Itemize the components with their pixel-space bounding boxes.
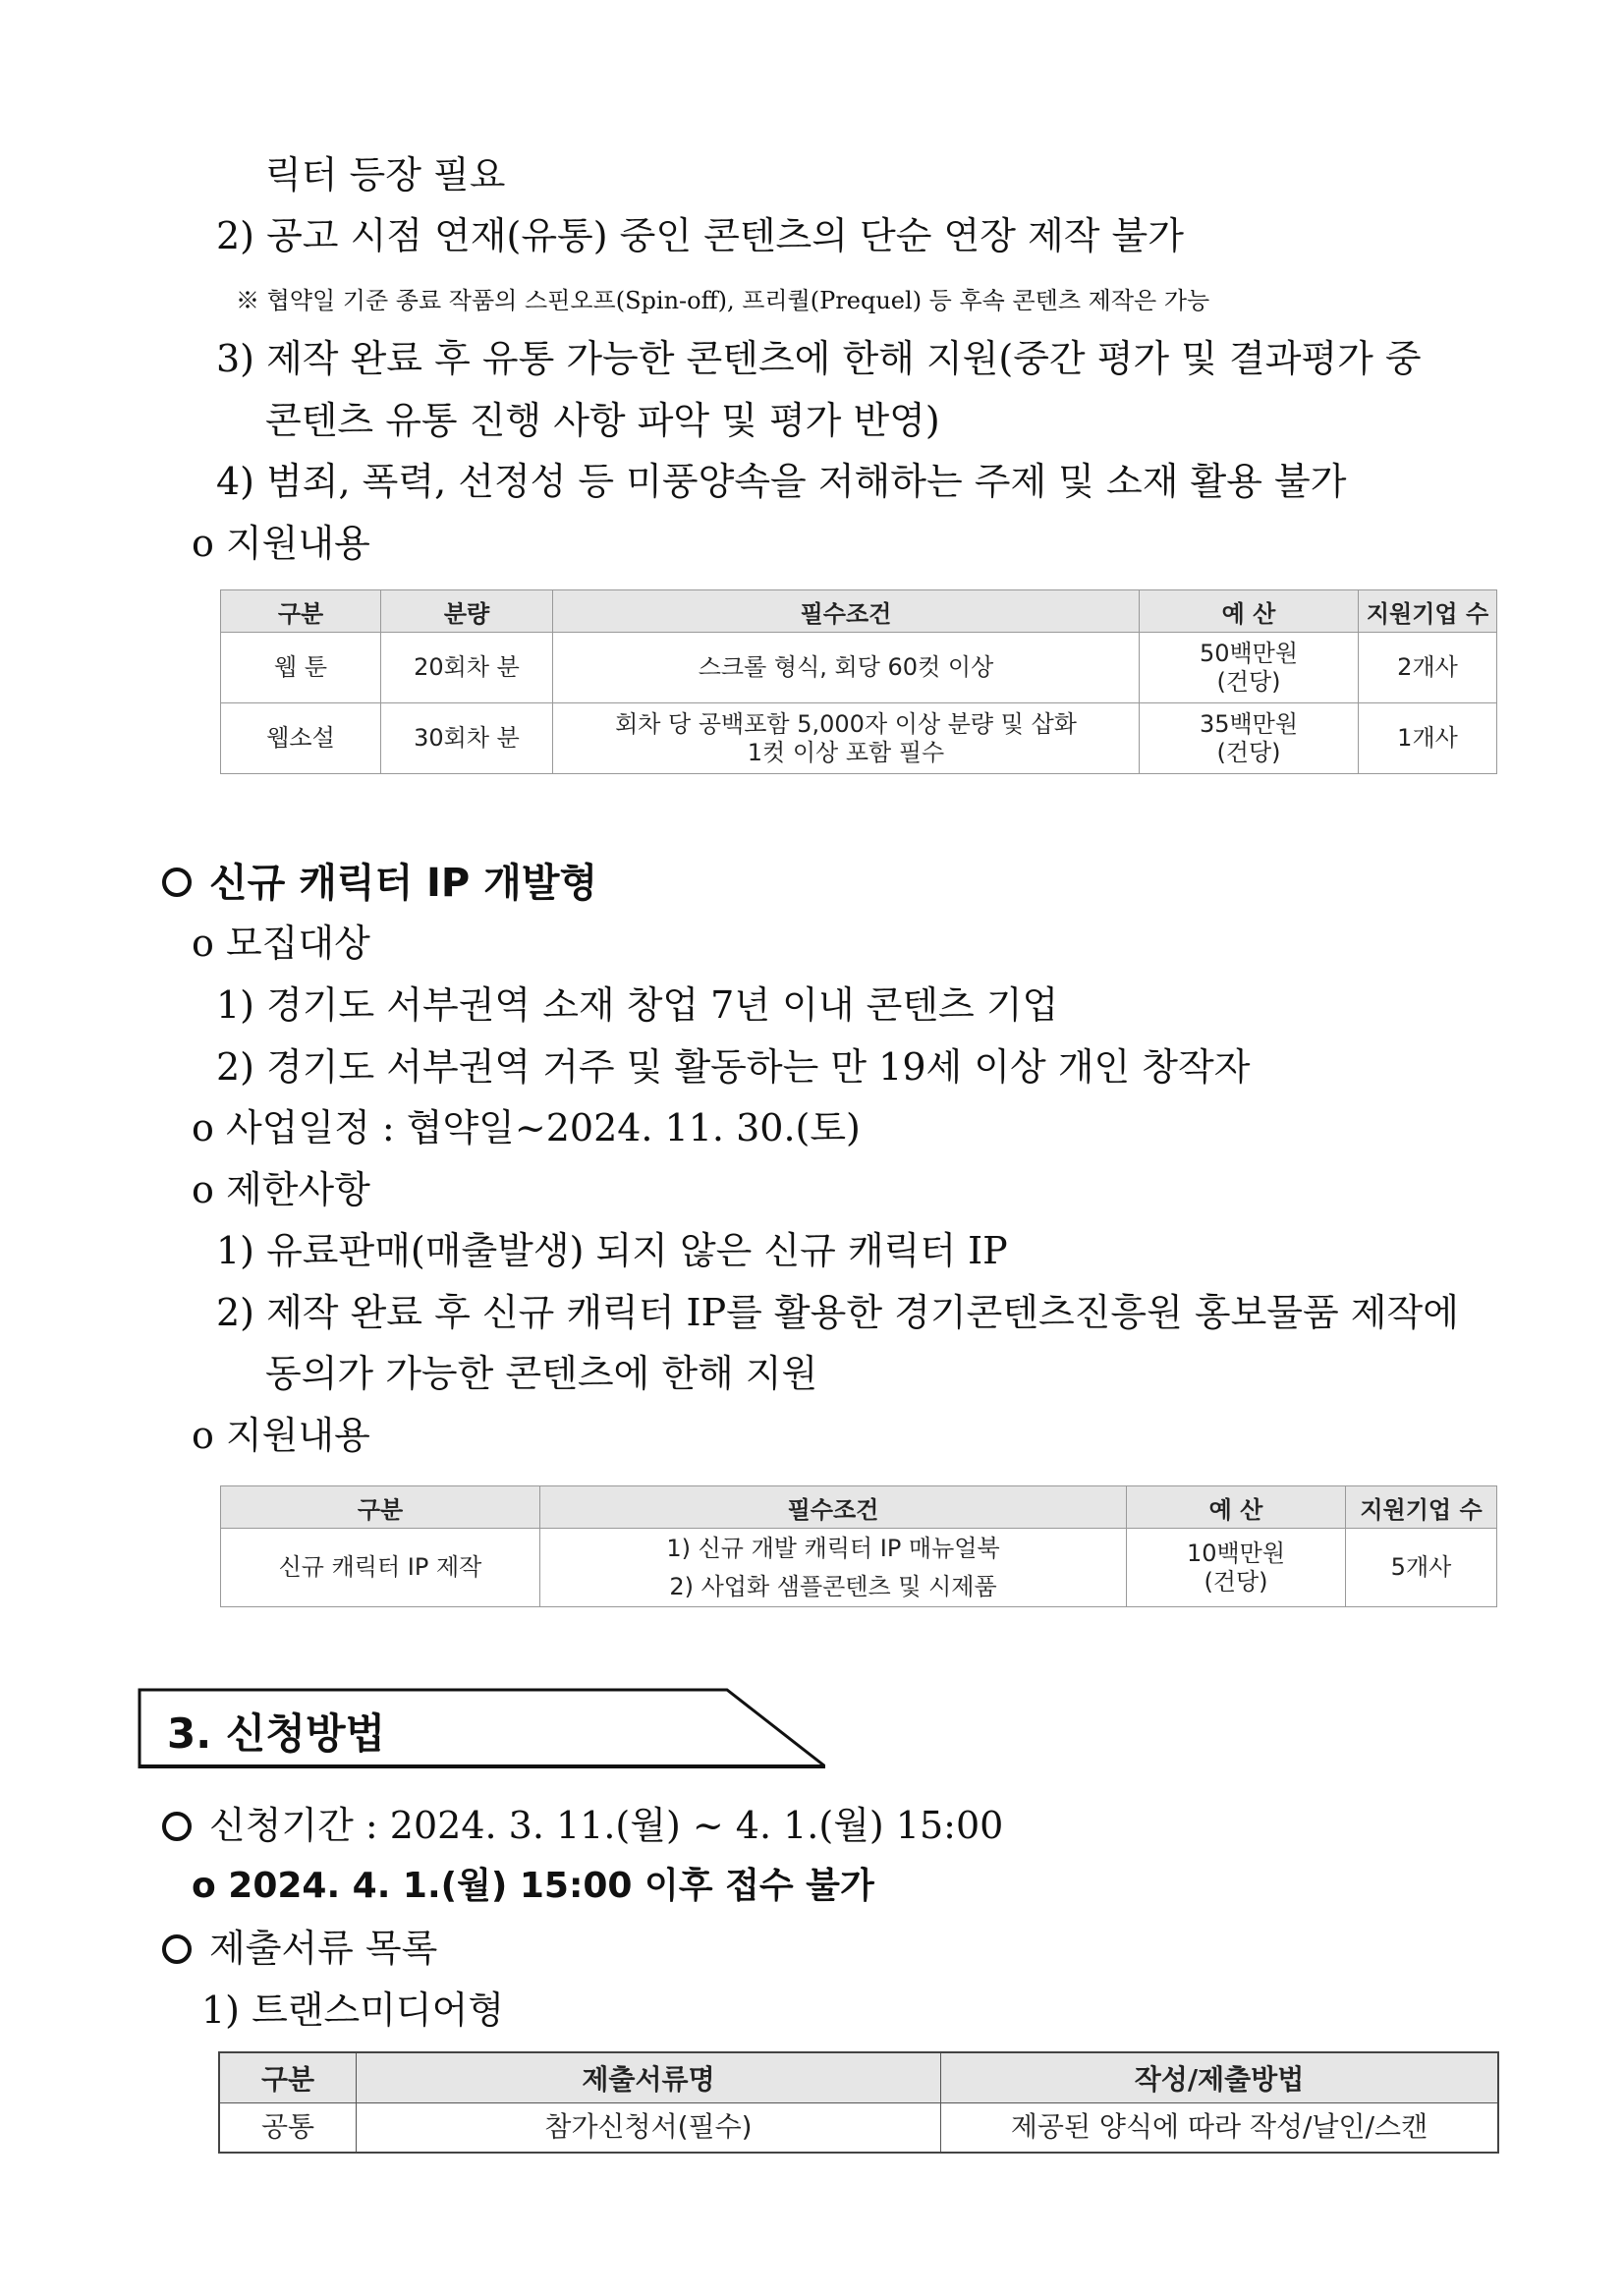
- application-period: [162, 1806, 1003, 1847]
- docs-subheading: 1) 트랜스미디어형: [201, 1988, 505, 2032]
- docs-heading-text: 제출서류 목록: [209, 1927, 438, 1970]
- condition-line: 1) 신규 개발 캐릭터 IP 매뉴얼북: [666, 1535, 1000, 1563]
- list-item-continuation: 콘텐츠 유통 진행 사항 파악 및 평가 반영): [265, 399, 940, 442]
- list-item: [216, 339, 1495, 380]
- list-item: 2) 제작 완료 후 신규 캐릭터 IP를 활용한 경기콘텐츠진흥원 홍보물품 제작에: [216, 1291, 1459, 1334]
- table-cell: 웹소설: [221, 703, 381, 774]
- table-cell: 20회차 분: [381, 633, 553, 703]
- table-row: [221, 1529, 1497, 1607]
- table-cell: 30회차 분: [381, 703, 553, 774]
- budget-amount: 10백만원: [1186, 1539, 1286, 1567]
- table-cell: 웹 툰: [221, 633, 381, 703]
- limit-label: o 제한사항: [192, 1168, 370, 1211]
- list-item-continuation: 동의가 가능한 콘텐츠에 한해 지원: [265, 1352, 818, 1395]
- circle-bullet-icon: [162, 1812, 192, 1841]
- table-cell: 5개사: [1346, 1529, 1497, 1607]
- condition-line: 회차 당 공백포함 5,000자 이상 분량 및 삽화: [615, 709, 1077, 738]
- table-cell: 1개사: [1359, 703, 1497, 774]
- budget-amount: 35백만원: [1199, 709, 1299, 738]
- table-cell: 공통: [219, 2103, 357, 2153]
- budget-unit: (건당): [1216, 667, 1281, 696]
- text-line: 릭터 등장 필요: [265, 153, 506, 196]
- circle-bullet-icon: [162, 868, 192, 897]
- table-header: 구분: [221, 1486, 540, 1529]
- table-cell: [1140, 633, 1359, 703]
- section-header-box: [138, 1688, 825, 1768]
- list-item: 1) 유료판매(매출발생) 되지 않은 신규 캐릭터 IP: [216, 1229, 1008, 1272]
- support-label: o 지원내용: [192, 1414, 370, 1457]
- table-header: 지원기업 수: [1359, 590, 1497, 633]
- budget-amount: 50백만원: [1199, 639, 1299, 667]
- condition-line: 2) 사업화 샘플콘텐츠 및 시제품: [669, 1572, 997, 1600]
- table-cell: [540, 1529, 1127, 1607]
- section-title: 3. 신청방법: [167, 1709, 386, 1758]
- section-heading: [162, 862, 597, 905]
- table-header-row: [221, 590, 1497, 633]
- table-cell: 제공된 양식에 따라 작성/날인/스캔: [941, 2103, 1499, 2153]
- schedule-text: o 사업일정 : 협약일~2024. 11. 30.(토): [192, 1106, 861, 1149]
- table-header: 작성/제출방법: [941, 2052, 1499, 2103]
- section-heading-text: 신규 캐릭터 IP 개발형: [209, 861, 598, 906]
- table-cell: [1140, 703, 1359, 774]
- list-item: 1) 경기도 서부권역 소재 창업 7년 이내 콘텐츠 기업: [216, 983, 1059, 1027]
- table-header: 제출서류명: [357, 2052, 941, 2103]
- table-cell: 스크롤 형식, 회당 60컷 이상: [553, 633, 1140, 703]
- list-item: 2) 공고 시점 연재(유통) 중인 콘텐츠의 단순 연장 제작 불가: [216, 214, 1184, 257]
- table-row: [221, 633, 1497, 703]
- table-cell: [553, 703, 1140, 774]
- support-table-webtoon: [220, 589, 1497, 774]
- table-header: 지원기업 수: [1346, 1486, 1497, 1529]
- table-row: [219, 2103, 1498, 2153]
- table-header: 예 산: [1127, 1486, 1346, 1529]
- table-cell: [1127, 1529, 1346, 1607]
- budget-unit: (건당): [1204, 1567, 1268, 1596]
- deadline-text: o 2024. 4. 1.(월) 15:00 이후 접수 불가: [192, 1866, 874, 1906]
- table-header: 필수조건: [553, 590, 1140, 633]
- table-header-row: [219, 2052, 1498, 2103]
- circle-bullet-icon: [162, 1934, 192, 1964]
- application-period-text: 신청기간 : 2024. 3. 11.(월) ~ 4. 1.(월) 15:00: [209, 1804, 1004, 1847]
- recruit-label: o 모집대상: [192, 922, 370, 965]
- list-item: 2) 경기도 서부권역 거주 및 활동하는 만 19세 이상 개인 창작자: [216, 1045, 1251, 1089]
- budget-unit: (건당): [1216, 738, 1281, 766]
- table-cell: 참가신청서(필수): [357, 2103, 941, 2153]
- support-label: o 지원내용: [192, 522, 370, 565]
- docs-heading: [162, 1929, 437, 1970]
- table-header: 구분: [219, 2052, 357, 2103]
- list-item: 4) 범죄, 폭력, 선정성 등 미풍양속을 저해하는 주제 및 소재 활용 불가: [216, 460, 1347, 503]
- note-text: ※ 협약일 기준 종료 작품의 스핀오프(Spin-off), 프리퀄(Prequel) 등 후속 콘텐츠 제작은 가능: [236, 287, 1210, 314]
- list-item-text: 3) 제작 완료 후 유통 가능한 콘텐츠에 한해 지원(중간 평가 및 결과평가 중: [216, 337, 1422, 380]
- submission-docs-table: [218, 2051, 1499, 2154]
- table-header: 예 산: [1140, 590, 1359, 633]
- table-header: 구분: [221, 590, 381, 633]
- table-header: 필수조건: [540, 1486, 1127, 1529]
- support-table-character: [220, 1485, 1497, 1607]
- table-header: 분량: [381, 590, 553, 633]
- table-cell: 신규 캐릭터 IP 제작: [221, 1529, 540, 1607]
- table-row: [221, 703, 1497, 774]
- condition-line: 1컷 이상 포함 필수: [747, 738, 945, 766]
- table-header-row: [221, 1486, 1497, 1529]
- table-cell: 2개사: [1359, 633, 1497, 703]
